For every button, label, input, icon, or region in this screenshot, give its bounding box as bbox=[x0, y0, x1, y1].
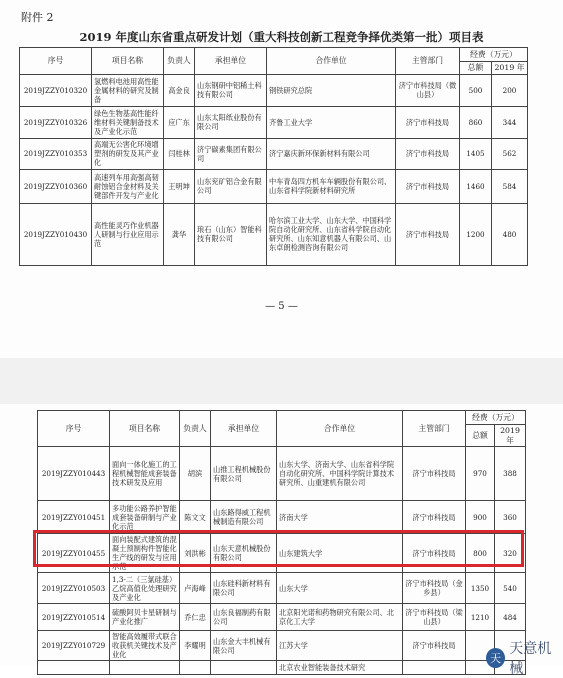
cell-unit: 山东天意机械股份有限公司 bbox=[211, 534, 277, 573]
cell-name: 1,3-二（三氯硅基）乙烷高值化处理研究及产业化 bbox=[110, 573, 180, 604]
table-row bbox=[20, 138, 528, 169]
header-partner: 合作单位 bbox=[267, 48, 396, 75]
cell-dept: 济宁市科技局 bbox=[403, 447, 466, 501]
header-budget: 经费（万元） bbox=[466, 411, 526, 425]
header-2019: 2019 年 bbox=[495, 425, 526, 447]
highlight-box bbox=[33, 530, 524, 567]
cell-dept: 济宁市科技局 bbox=[396, 106, 460, 138]
cell-unit: 山东金大丰机械有限公司 bbox=[211, 631, 277, 661]
cell-leader: 乔仁忠 bbox=[180, 604, 211, 631]
cell-leader: 高金良 bbox=[164, 74, 195, 106]
cell-total: 1460 bbox=[460, 169, 492, 203]
header-seq: 序号 bbox=[20, 48, 92, 75]
cell-partner: 齐鲁工业大学 bbox=[267, 106, 396, 138]
cell-leader: 闫桂林 bbox=[164, 138, 195, 169]
header-seq: 序号 bbox=[38, 411, 110, 447]
table-row bbox=[38, 604, 526, 631]
cell-name: 面向一体化施工的工程机械智能成套装备技术研发及应用 bbox=[110, 447, 180, 501]
cell-partner: 济南大学 bbox=[277, 501, 403, 534]
cell-seq: 2019JZZY010455 bbox=[38, 534, 110, 573]
cell-2019: 200 bbox=[492, 74, 528, 106]
cell-dept: 济宁市科技局（微山县） bbox=[396, 74, 460, 106]
cell-name: 绿色生物基高性能纤维材料关键制备技术及产业化示范 bbox=[92, 106, 164, 138]
cell-dept: 济宁市科技局 bbox=[396, 138, 460, 169]
cell-dept: 济宁市科技局 bbox=[396, 203, 460, 265]
cell-name bbox=[110, 661, 180, 675]
cell-seq: 2019JZZY010451 bbox=[38, 501, 110, 534]
table-row bbox=[38, 447, 526, 501]
page-title: 2019 年度山东省重点研发计划（重大科技创新工程竞争择优类第一批）项目表 bbox=[79, 30, 484, 44]
cell-2019: 480 bbox=[492, 203, 528, 265]
cell-dept: 济宁市科技局（金乡县） bbox=[403, 573, 466, 604]
cell-name: 硫酸阿贝卡星研制与产业化推广 bbox=[110, 604, 180, 631]
cell-2019: 584 bbox=[492, 169, 528, 203]
header-dept: 主管部门 bbox=[396, 48, 460, 75]
cell-unit: 山东硅科新材料有限公司 bbox=[211, 573, 277, 604]
cell-unit: 山东路得威工程机械制造有限公司 bbox=[211, 501, 277, 534]
cell-dept: 济宁市科技局 bbox=[403, 631, 466, 661]
header-project-name: 项目名称 bbox=[92, 48, 164, 75]
cell-seq: 2019JZZY010353 bbox=[20, 138, 92, 169]
table-row bbox=[20, 169, 528, 203]
cell-total: 1200 bbox=[460, 203, 492, 265]
cell-name: 高速列车用高强高韧耐蚀铝合金材料及关键部件开发与产业化 bbox=[92, 169, 164, 203]
cell-dept: 济宁市科技局（梁山县） bbox=[403, 604, 466, 631]
cell-total: 800 bbox=[466, 534, 495, 573]
watermark bbox=[486, 638, 563, 678]
cell-seq: 2019JZZY010729 bbox=[38, 631, 110, 661]
cell-partner: 中车青岛四方机车车辆股份有限公司、山东省科学院新材料研究所 bbox=[267, 169, 396, 203]
cell-2019: 484 bbox=[495, 604, 526, 631]
header-total: 总额 bbox=[466, 425, 495, 447]
header-dept: 主管部门 bbox=[403, 411, 466, 447]
cell-2019: 344 bbox=[492, 106, 528, 138]
cell-dept: 济宁市科技局 bbox=[403, 534, 466, 573]
cell-seq: 2019JZZY010443 bbox=[38, 447, 110, 501]
cell-partner: 哈尔滨工业大学、山东大学、中国科学院自动化研究所、山东省科学院自动化研究所、山东知意机器人有限公司、山东卓朗检测咨询有限公司 bbox=[267, 203, 396, 265]
cell-partner: 北京阳光诺和药物研究有限公司、北京化工大学 bbox=[277, 604, 403, 631]
cell-2019: 320 bbox=[495, 534, 526, 573]
header-unit: 承担单位 bbox=[195, 48, 267, 75]
watermark-text: 天意机械 bbox=[509, 641, 552, 677]
cell-leader: 龚华 bbox=[164, 203, 195, 265]
cell-partner: 江苏大学 bbox=[277, 631, 403, 661]
cell-leader: 应广东 bbox=[164, 106, 195, 138]
cell-leader: 胡滨 bbox=[180, 447, 211, 501]
cell-leader: 王明坤 bbox=[164, 169, 195, 203]
cell-unit: 山东太阳纸业股份有限公司 bbox=[195, 106, 267, 138]
cell-seq: 2019JZZY010514 bbox=[38, 604, 110, 631]
cell-leader: 李耀明 bbox=[180, 631, 211, 661]
cell-unit: 山东兖矿铝合金有限公司 bbox=[195, 169, 267, 203]
cell-total: 970 bbox=[466, 447, 495, 501]
cell-total: 1210 bbox=[466, 604, 495, 631]
cell-leader bbox=[180, 661, 211, 675]
cell-leader: 陈文文 bbox=[180, 501, 211, 534]
cell-seq bbox=[38, 661, 110, 675]
cell-2019: 388 bbox=[495, 447, 526, 501]
cell-seq: 2019JZZY010503 bbox=[38, 573, 110, 604]
page-number: — 5 — bbox=[265, 301, 298, 312]
cell-unit: 山东钢研中铝稀土科技有限公司 bbox=[195, 74, 267, 106]
cell-seq: 2019JZZY010360 bbox=[20, 169, 92, 203]
cell-total: 1350 bbox=[466, 573, 495, 604]
cell-partner: 济宁嘉庆新环保新材料有限公司 bbox=[267, 138, 396, 169]
cell-unit bbox=[211, 661, 277, 675]
cell-total: 1405 bbox=[460, 138, 492, 169]
header-leader: 负责人 bbox=[180, 411, 211, 447]
cell-name: 多功能公路养护智能成套装备研制与产业化示范 bbox=[110, 501, 180, 534]
header-leader: 负责人 bbox=[164, 48, 195, 75]
cell-unit: 济宁碳素集团有限公司 bbox=[195, 138, 267, 169]
table-row bbox=[38, 661, 526, 675]
cell-name: 氢燃料电池用高性能金属材料的研究及制备 bbox=[92, 74, 164, 106]
project-table-1 bbox=[19, 47, 528, 266]
cell-leader: 卢海峰 bbox=[180, 573, 211, 604]
table-row bbox=[38, 631, 526, 661]
header-2019: 2019 年 bbox=[492, 62, 528, 75]
cell-partner: 北京农业智能装备技术研究 bbox=[277, 661, 403, 675]
cell-partner: 钢铁研究总院 bbox=[267, 74, 396, 106]
annex-label: 附件 2 bbox=[21, 11, 54, 24]
brand-logo-icon: 天 bbox=[486, 648, 505, 668]
cell-name: 高端无公害化环境增塑剂的研发及其产业化 bbox=[92, 138, 164, 169]
cell-dept bbox=[403, 661, 466, 675]
cell-2019: 562 bbox=[492, 138, 528, 169]
cell-total: 860 bbox=[460, 106, 492, 138]
page-gap bbox=[0, 358, 563, 404]
header-partner: 合作单位 bbox=[277, 411, 403, 447]
cell-name: 智能高效履带式联合收获机关键技术及产业化 bbox=[110, 631, 180, 661]
cell-total: 900 bbox=[466, 501, 495, 534]
cell-name: 面向装配式建筑的混凝土预制构件智能化生产线的研发与应用示范 bbox=[110, 534, 180, 573]
header-project-name: 项目名称 bbox=[110, 411, 180, 447]
cell-partner: 山东建筑大学 bbox=[277, 534, 403, 573]
table-row bbox=[20, 106, 528, 138]
cell-seq: 2019JZZY010430 bbox=[20, 203, 92, 265]
cell-dept: 济宁市科技局 bbox=[403, 501, 466, 534]
cell-unit: 山东良福制药有限公司 bbox=[211, 604, 277, 631]
cell-seq: 2019JZZY010326 bbox=[20, 106, 92, 138]
cell-2019: 540 bbox=[495, 573, 526, 604]
table-row bbox=[38, 573, 526, 604]
cell-unit: 山推工程机械股份有限公司 bbox=[211, 447, 277, 501]
cell-seq: 2019JZZY010320 bbox=[20, 74, 92, 106]
cell-partner: 山东大学 bbox=[277, 573, 403, 604]
cell-total: 500 bbox=[460, 74, 492, 106]
table-row bbox=[20, 74, 528, 106]
cell-leader: 刘洪彬 bbox=[180, 534, 211, 573]
cell-dept: 济宁市科技局 bbox=[396, 169, 460, 203]
table-row bbox=[20, 203, 528, 265]
cell-2019: 360 bbox=[495, 501, 526, 534]
header-unit: 承担单位 bbox=[211, 411, 277, 447]
cell-name: 高性能灵巧作业机器人研制与行业应用示范 bbox=[92, 203, 164, 265]
header-budget: 经费（万元） bbox=[460, 48, 528, 62]
cell-partner: 山东大学、济南大学、山东省科学院自动化研究所、中国科学院计算技术研究所、山重建机有限公司 bbox=[277, 447, 403, 501]
header-total: 总额 bbox=[460, 62, 492, 75]
cell-unit: 琅石（山东）智能科技有限公司 bbox=[195, 203, 267, 265]
